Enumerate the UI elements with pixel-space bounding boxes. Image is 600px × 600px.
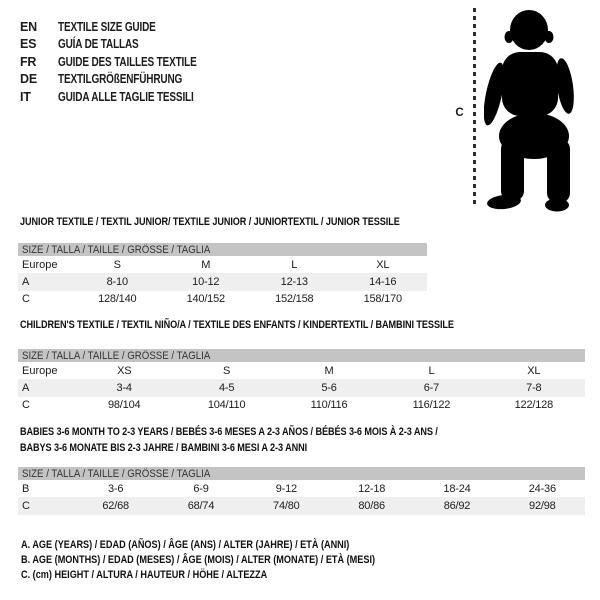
size-cell: 9-12 [275,482,297,495]
size-cell: L [291,258,298,271]
language-code: EN [20,19,37,34]
size-cell: XL [376,258,390,271]
size-cell: 86/92 [443,499,471,512]
row-label: Europe [22,364,58,377]
row-label: A [22,381,30,394]
language-code: FR [20,54,37,69]
size-header-text: SIZE / TALLA / TAILLE / GRÖSSE / TAGLIA [22,349,211,362]
language-row [20,88,231,106]
table-row [18,256,427,273]
footnote-height-cm-text: C. (cm) HEIGHT / ALTURA / HAUTEUR / HÖHE / ALTEZZA [21,569,268,581]
size-cell: 14-16 [369,275,397,288]
size-cell: 122/128 [514,399,554,412]
height-measure-dashed-line [473,8,476,207]
language-title: GUÍA DE TALLAS [58,37,139,52]
size-cell: 152/158 [275,293,314,306]
size-cell: M [324,364,334,377]
footnote-age-months [21,553,448,568]
size-table-junior [18,243,427,308]
table-row [18,497,585,514]
size-header-text: SIZE / TALLA / TAILLE / GRÖSSE / TAGLIA [22,467,211,480]
language-list [20,18,231,106]
language-title: TEXTILGRÖßENFÜHRUNG [58,72,183,87]
table-title-junior-text: JUNIOR TEXTILE / TEXTIL JUNIOR/ TEXTILE JUNIOR / JUNIORTEXTIL / JUNIOR TESSILE [20,216,400,228]
size-cell: 80/86 [358,499,385,512]
table-row [18,480,585,497]
language-row [20,71,231,89]
size-cell: 98/104 [107,399,141,412]
size-cell: 62/68 [102,499,129,512]
size-cell: 140/152 [186,293,225,306]
size-cell: 7-8 [526,381,542,394]
size-cell: 18-24 [443,482,471,495]
size-cell: 4-5 [218,381,235,394]
table-row [18,379,585,396]
size-header-bar [18,467,585,480]
size-cell: 6-7 [423,381,440,394]
size-cell: 24-36 [528,482,556,495]
height-measure-label: C [455,107,464,119]
language-title: TEXTILE SIZE GUIDE [58,19,156,34]
footnotes [21,538,448,583]
size-cell: 12-13 [280,275,308,288]
size-cell: S [223,364,231,377]
language-code: IT [20,89,31,104]
language-row [20,18,231,36]
size-header-bar [18,349,585,362]
language-row [20,36,231,54]
size-cell: 3-6 [108,482,124,495]
size-table-children [18,349,585,414]
size-cell: 10-12 [192,275,220,288]
size-cell: 116/122 [412,399,451,412]
language-title: GUIDA ALLE TAGLIE TESSILI [58,89,194,104]
footnote-height-cm [21,568,448,583]
size-cell: 12-18 [358,482,386,495]
size-cell: 128/140 [98,293,137,306]
size-cell: 104/110 [207,399,246,412]
size-cell: XS [117,364,132,377]
table-title-children [20,319,543,331]
size-cell: 110/116 [310,399,348,412]
footnote-age-years [21,538,448,553]
size-cell: XL [527,364,541,377]
footnote-age-years-text: A. AGE (YEARS) / EDAD (AÑOS) / ÂGE (ANS) / ALTER (JAHRE) / ETÀ (ANNI) [21,539,350,551]
language-title: GUIDE DES TAILLES TEXTILE [58,54,197,69]
row-label: A [22,275,30,288]
size-cell: S [113,258,121,271]
size-header-bar [18,243,427,256]
table-row [18,273,427,290]
table-title-babies [20,424,523,456]
row-label: C [22,293,30,306]
size-cell: 6-9 [193,482,209,495]
table-row [18,291,427,308]
size-cell: 158/170 [363,293,402,306]
size-cell: 3-4 [116,381,132,394]
table-title-babies-line2: BABYS 3-6 MONATE BIS 2-3 JAHRE / BAMBINI 3-6 MESI A 2-3 ANNI [20,442,308,454]
size-cell: 68/74 [187,499,215,512]
language-code: DE [20,72,37,87]
table-title-junior [20,216,478,228]
size-cell: 74/80 [273,499,300,512]
row-label: C [22,499,30,512]
row-label: Europe [22,258,58,271]
size-cell: 5-6 [321,381,337,394]
size-table-babies [18,467,585,515]
size-cell: 92/98 [529,499,556,512]
language-code: ES [20,37,37,52]
footnote-age-months-text: B. AGE (MONTHS) / EDAD (MESES) / ÂGE (MOIS) / ALTER (MONATE) / ETÀ (MESI) [21,554,376,566]
toddler-silhouette [484,6,576,214]
size-header-text: SIZE / TALLA / TAILLE / GRÖSSE / TAGLIA [22,243,211,256]
row-label: B [22,482,30,495]
row-label: C [22,399,30,412]
table-title-children-text: CHILDREN'S TEXTILE / TEXTIL NIÑO/A / TEXTILE DES ENFANTS / KINDERTEXTIL / BAMBINI TESSILE [20,319,454,331]
size-cell: L [428,364,435,377]
table-row [18,362,585,379]
table-row [18,397,585,414]
table-title-babies-line1: BABIES 3-6 MONTH TO 2-3 YEARS / BEBÉS 3-6 MESES A 2-3 AÑOS / BÉBÉS 3-6 MOIS À 2-3 ANS / [20,426,438,438]
language-row [20,53,231,71]
size-cell: 8-10 [106,275,128,288]
size-cell: M [201,258,211,271]
